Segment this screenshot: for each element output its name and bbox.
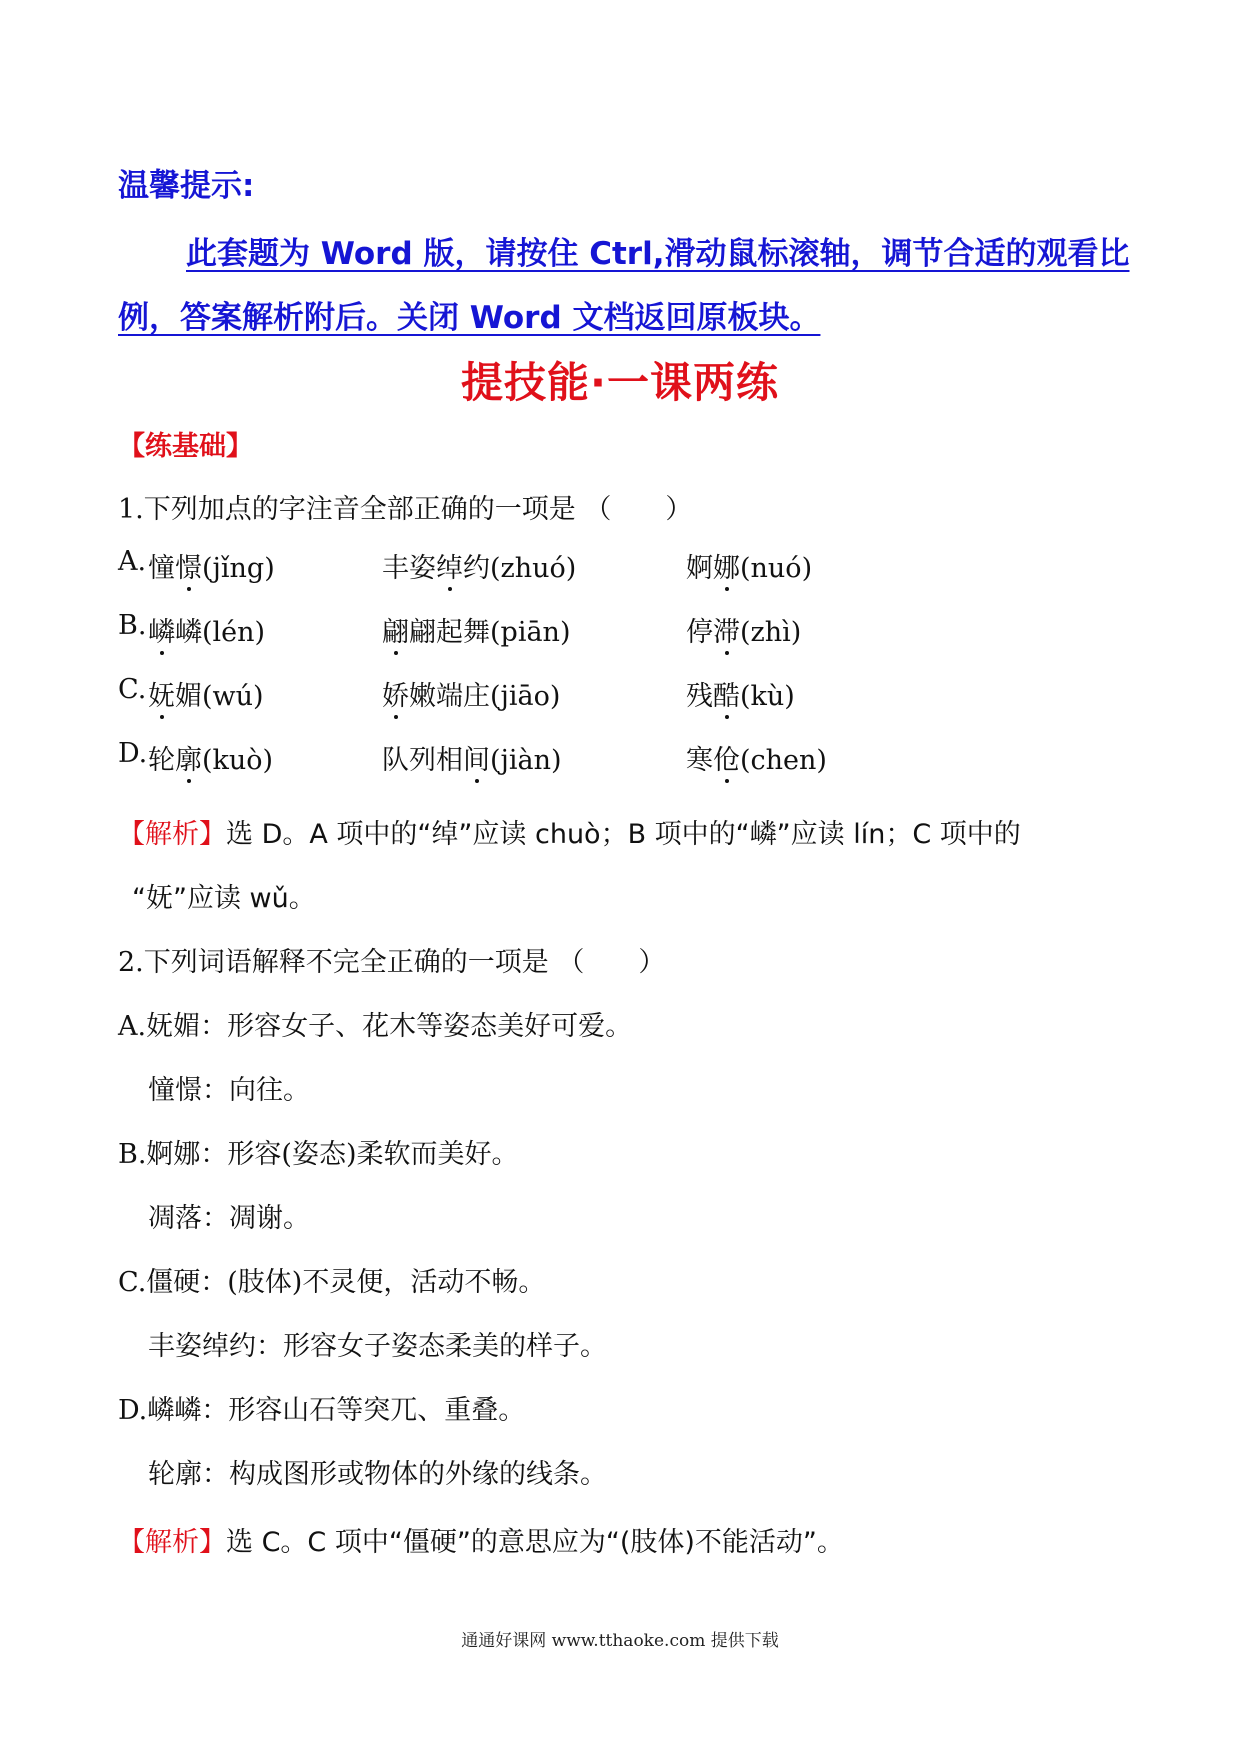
option-c-item-2: 娇嫩端庄(jiāo) — [382, 674, 560, 713]
question-1-analysis: 【解析】选 D。A 项中的“绰”应读 chuò；B 项中的“嶙”应读 lín；C 项中的 — [118, 819, 1021, 850]
option-b-item-1: 嶙嶙(lén) — [148, 610, 265, 649]
hint-body — [118, 222, 1138, 350]
option-b-item-3: 停滞(zhì) — [686, 610, 801, 649]
section-label: 【练基础】 — [118, 431, 253, 462]
option-d-item-3: 寒伧(chen) — [686, 738, 827, 777]
option-a-item-2: 丰姿绰约(zhuó) — [382, 546, 576, 585]
hint-title: 温馨提示: — [118, 168, 255, 204]
analysis-tag: 【解析】 — [118, 819, 226, 850]
option-a-item-1: 憧憬(jǐng) — [148, 546, 275, 585]
page-footer: 通通好课网 www.tthaoke.com 提供下载 — [461, 1631, 779, 1651]
question-2-option-d: D.嶙嶙：形容山石等突兀、重叠。 — [118, 1395, 526, 1426]
question-2-option-b-2: 凋落：凋谢。 — [148, 1203, 310, 1234]
question-2-option-a-2: 憧憬：向往。 — [148, 1075, 310, 1106]
question-2-option-d-2: 轮廓：构成图形或物体的外缘的线条。 — [148, 1459, 607, 1490]
page-title: 提技能·一课两练 — [461, 358, 779, 407]
option-a-label: A. — [118, 546, 147, 577]
option-d-label: D. — [118, 738, 148, 769]
question-2-analysis: 【解析】选 C。C 项中“僵硬”的意思应为“(肢体)不能活动”。 — [118, 1527, 844, 1558]
question-1-analysis-cont: “妩”应读 wǔ。 — [132, 883, 316, 914]
option-c-item-1: 妩媚(wú) — [148, 674, 264, 713]
question-2-option-c-2: 丰姿绰约：形容女子姿态柔美的样子。 — [148, 1331, 607, 1362]
hint-body-text: 此套题为 Word 版，请按住 Ctrl,滑动鼠标滚轴，调节合适的观看比例，答案解析附后。关闭 Word 文档返回原板块。 — [118, 236, 1130, 336]
option-c-label: C. — [118, 674, 147, 705]
question-2-option-c: C.僵硬：(肢体)不灵便，活动不畅。 — [118, 1267, 546, 1298]
question-1-stem: 1.下列加点的字注音全部正确的一项是 （ ） — [118, 494, 693, 525]
question-2-option-b: B.婀娜：形容(姿态)柔软而美好。 — [118, 1139, 519, 1170]
option-b-item-2: 翩翩起舞(piān) — [382, 610, 570, 649]
option-c-item-3: 残酷(kù) — [686, 674, 795, 713]
analysis-tag-2: 【解析】 — [118, 1527, 226, 1558]
option-b-label: B. — [118, 610, 147, 641]
option-d-item-1: 轮廓(kuò) — [148, 738, 273, 777]
option-d-item-2: 队列相间(jiàn) — [382, 738, 562, 777]
question-2-stem: 2.下列词语解释不完全正确的一项是 （ ） — [118, 947, 666, 978]
option-a-item-3: 婀娜(nuó) — [686, 546, 812, 585]
question-2-option-a: A.妩媚：形容女子、花木等姿态美好可爱。 — [118, 1011, 633, 1042]
